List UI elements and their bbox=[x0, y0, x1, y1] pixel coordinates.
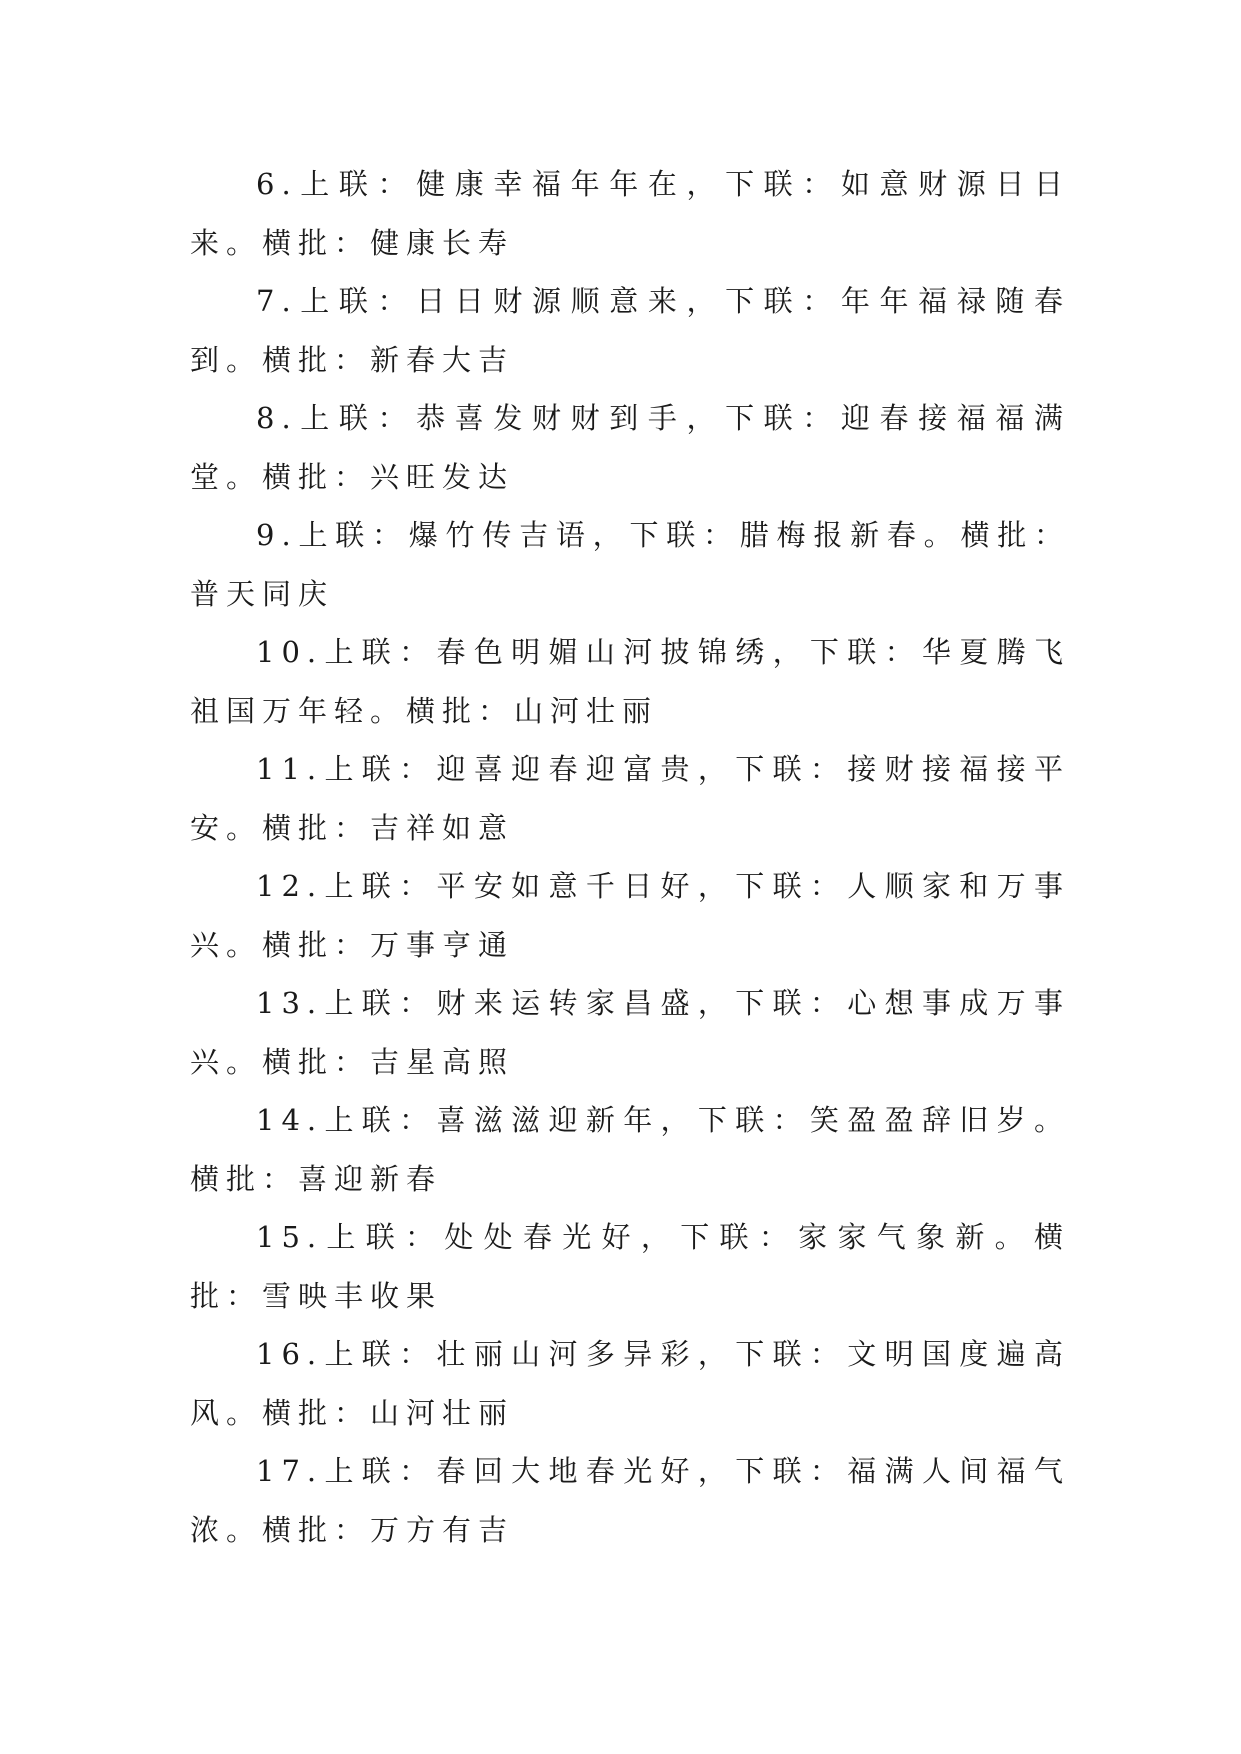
couplet-paragraph-6: 6.上联：健康幸福年年在，下联：如意财源日日来。横批：健康长寿 bbox=[190, 167, 1070, 260]
couplet-paragraph-12: 12.上联：平安如意千日好，下联：人顺家和万事兴。横批：万事亨通 bbox=[190, 869, 1070, 962]
couplet-paragraph-11: 11.上联：迎喜迎春迎富贵，下联：接财接福接平安。横批：吉祥如意 bbox=[190, 752, 1070, 845]
couplet-paragraph-17: 17.上联：春回大地春光好，下联：福满人间福气浓。横批：万方有吉 bbox=[190, 1454, 1070, 1547]
document-body bbox=[190, 155, 1070, 1559]
couplet-paragraph-10: 10.上联：春色明媚山河披锦绣，下联：华夏腾飞祖国万年轻。横批：山河壮丽 bbox=[190, 635, 1070, 728]
couplet-paragraph-8: 8.上联：恭喜发财财到手，下联：迎春接福福满堂。横批：兴旺发达 bbox=[190, 401, 1070, 494]
couplet-paragraph-15: 15.上联：处处春光好，下联：家家气象新。横批：雪映丰收果 bbox=[190, 1220, 1070, 1313]
couplet-paragraph-14: 14.上联：喜滋滋迎新年，下联：笑盈盈辞旧岁。横批：喜迎新春 bbox=[190, 1103, 1070, 1196]
couplet-paragraph-13: 13.上联：财来运转家昌盛，下联：心想事成万事兴。横批：吉星高照 bbox=[190, 986, 1070, 1079]
couplet-paragraph-9: 9.上联：爆竹传吉语，下联：腊梅报新春。横批：普天同庆 bbox=[190, 518, 1070, 611]
couplet-paragraph-16: 16.上联：壮丽山河多异彩，下联：文明国度遍高风。横批：山河壮丽 bbox=[190, 1337, 1070, 1430]
couplet-paragraph-7: 7.上联：日日财源顺意来，下联：年年福禄随春到。横批：新春大吉 bbox=[190, 284, 1070, 377]
